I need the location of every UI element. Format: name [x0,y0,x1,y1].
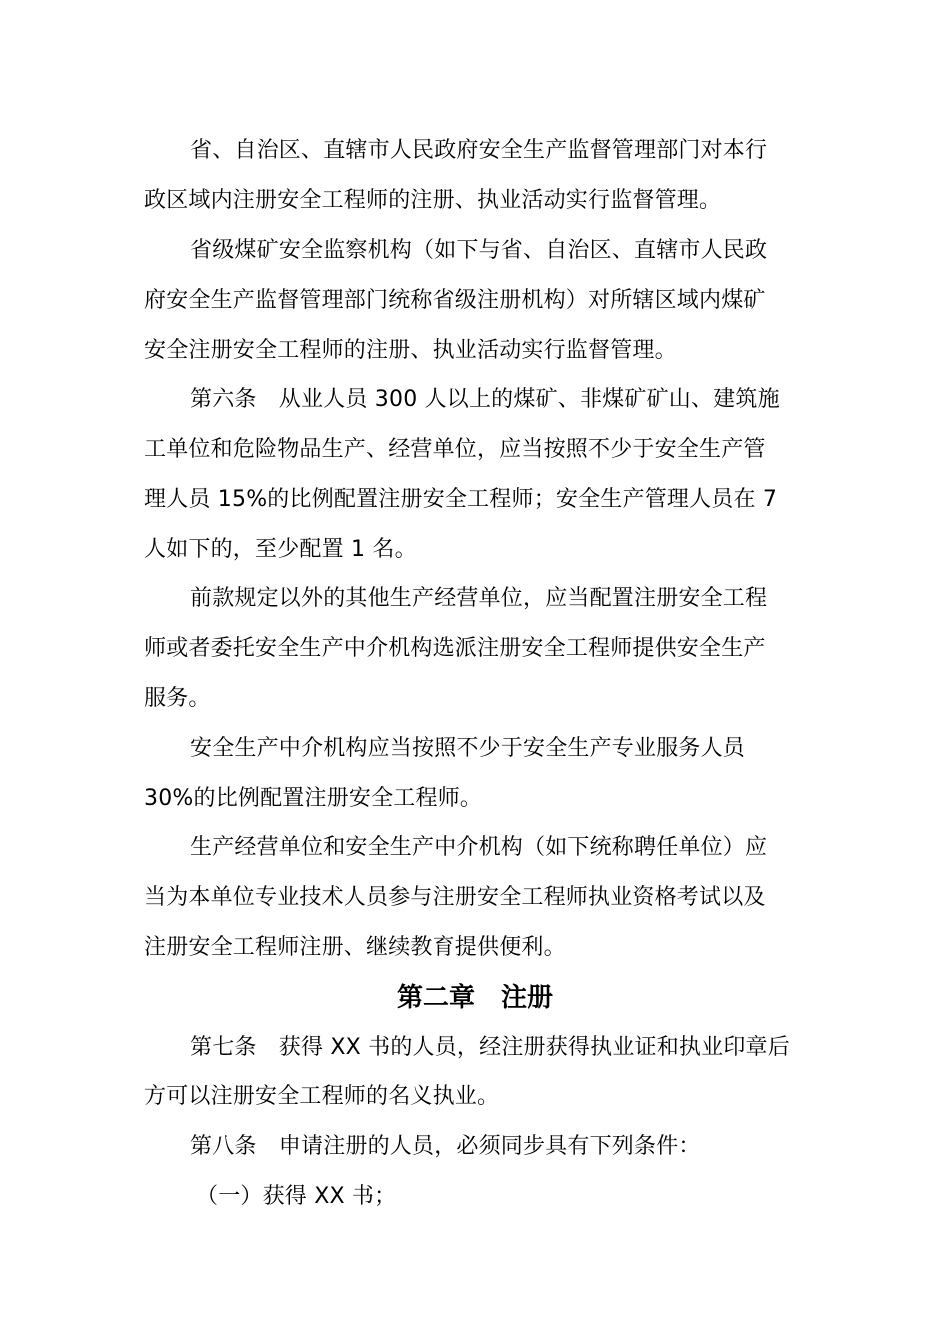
text-line: 服务。 [144,686,211,711]
text-line: 第七条 获得 XX 书的人员，经注册获得执业证和执业印章后 [190,1035,790,1060]
text-line: 注册安全工程师注册、继续教育提供便利。 [144,935,566,960]
text-line: 前款规定以外的其他生产经营单位，应当配置注册安全工程 [190,586,768,611]
text-line: （一）获得 XX 书； [196,1184,397,1209]
text-line: 方可以注册安全工程师的名义执业。 [144,1084,500,1109]
text-line: 府安全生产监督管理部门统称省级注册机构）对所辖区域内煤矿 [144,288,766,313]
text-line: 生产经营单位和安全生产中介机构（如下统称聘任单位）应 [190,835,768,860]
text-line: 理人员 15%的比例配置注册安全工程师；安全生产管理人员在 7 [144,487,778,512]
text-line: 省、自治区、直辖市人民政府安全生产监督管理部门对本行 [190,138,768,163]
text-line: 安全注册安全工程师的注册、执业活动实行监督管理。 [144,338,677,363]
text-line: 30%的比例配置注册安全工程师。 [144,786,483,811]
chapter-heading: 第二章 注册 [396,983,553,1013]
text-line: 第八条 申请注册的人员，必须同步具有下列条件： [190,1134,701,1159]
text-line: 政区域内注册安全工程师的注册、执业活动实行监督管理。 [144,188,722,213]
text-line: 工单位和危险物品生产、经营单位，应当按照不少于安全生产管 [144,437,766,462]
text-line: 当为本单位专业技术人员参与注册安全工程师执业资格考试以及 [144,885,766,910]
text-line: 人如下的，至少配置 1 名。 [144,537,417,562]
text-line: 师或者委托安全生产中介机构选派注册安全工程师提供安全生产 [144,636,766,661]
text-line: 第六条 从业人员 300 人以上的煤矿、非煤矿矿山、建筑施 [190,387,780,412]
text-line: 省级煤矿安全监察机构（如下与省、自治区、直辖市人民政 [190,238,768,263]
text-line: 安全生产中介机构应当按照不少于安全生产专业服务人员 [190,736,746,761]
